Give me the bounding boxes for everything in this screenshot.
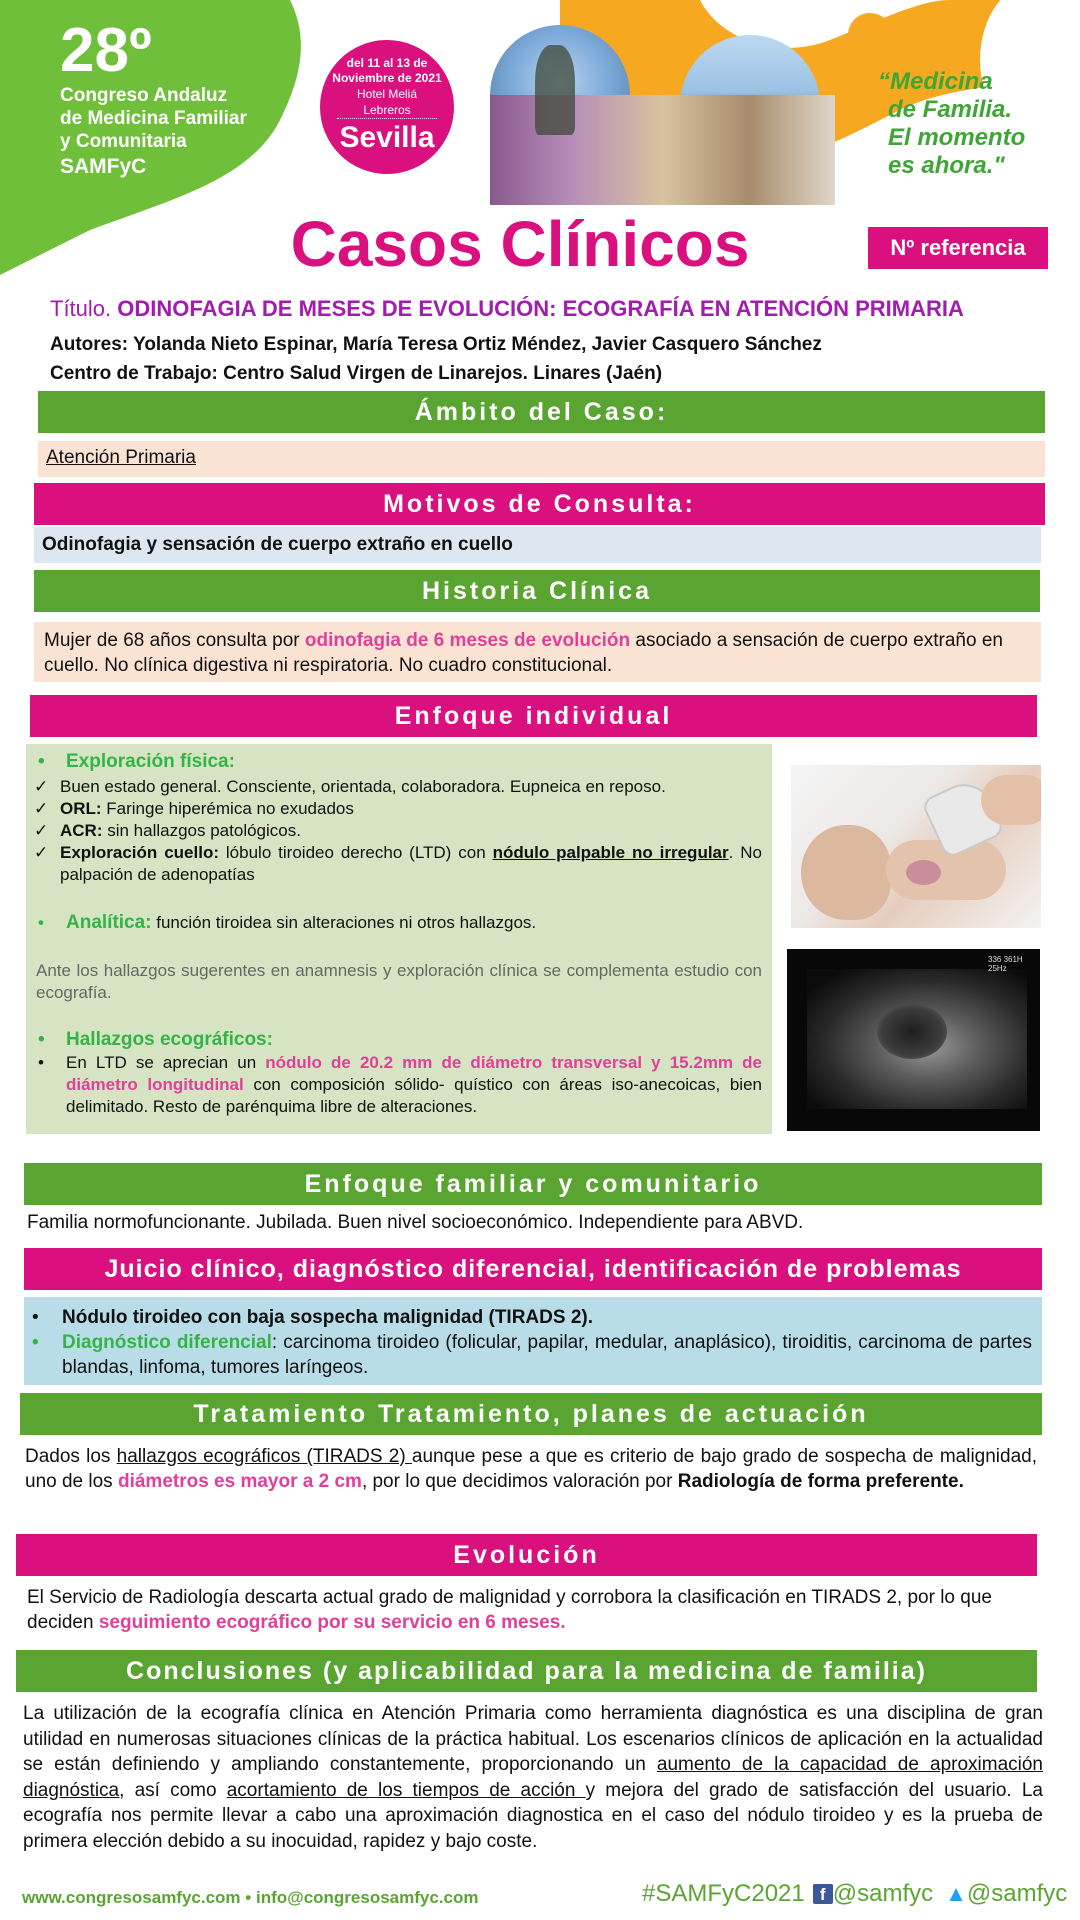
ambito-box (38, 441, 1045, 477)
exploracion-label: Exploración física: (66, 751, 235, 772)
juicio-list (32, 1305, 1032, 1380)
date-line-2: Noviembre de 2021 (332, 71, 442, 85)
slogan-line-3: El momento (888, 124, 1026, 151)
congress-line-4: SAMFyC (60, 155, 147, 178)
tratamiento-text: Dados los hallazgos ecográficos (TIRADS 2) aunque pese a que es criterio de bajo grado de sospecha de malignidad, uno de los diámetros es mayor a 2 cm, por lo que decidimos valoración por Radiología de forma preferente. (25, 1446, 1038, 1492)
slogan (878, 68, 1025, 180)
historia-text-2: asociado a sensación de cuerpo extraño en cuello. No clínica digestiva ni respiratoria. No cuadro constitucional. (44, 630, 1003, 676)
exploracion-list (30, 776, 762, 886)
exploracion-item: ✓ Buen estado general. Consciente, orientada, colaboradora. Eupneica en reposo. (30, 776, 762, 798)
enfoque-familiar-heading: Enfoque familiar y comunitario (24, 1163, 1042, 1205)
exploracion-block: • Exploración física: ✓ Buen estado general. Consciente, orientada, colaboradora. Eupneica en reposo. ✓ ORL: Faringe hiperémica no exudados ✓ ACR: sin hallazgos patológicos. ✓ Exploración cuello: lóbulo tiroideo derecho (LTD) con nódulo palpable no irregular. No palpación de adenopatías • Analítica: función tiroidea sin alteraciones ni otros hallazgos. Ante los hallazgos sugerentes en anamnesis y exploración clínica se complementa estudio con ecografía. • Hallazgos ecográficos: • En LTD se aprecian un nódulo de 20.2 mm de diámetro transversal y 15.2mm de diámetro longitudinal con composición sólido- quístico con áreas iso-anecoicas, bien delimitado. Resto de parénquima libre de alteraciones. (30, 750, 762, 1118)
footer-email-link[interactable]: info@congresosamfyc.com (255, 1888, 479, 1907)
historia-highlight: odinofagia de 6 meses de evolución (304, 630, 631, 651)
city-name: Sevilla (339, 121, 435, 154)
ultrasound-label: 336 361H 25Hz (988, 955, 1023, 973)
exploracion-item: ✓ ACR: sin hallazgos patológicos. (30, 820, 762, 842)
juicio-item: • Nódulo tiroideo con baja sospecha malignidad (TIRADS 2). (32, 1307, 593, 1328)
authors-label: Autores: (50, 334, 129, 355)
conclusiones-text: La utilización de la ecografía clínica en Atención Primaria como herramienta diagnóstica es una disciplina de gran utilidad en numerosas situaciones clínicas de la práctica habitual. Los escenarios clínicos de aplicación en la actualidad se están definiendo y ampliando constantemente, proporcionando un aumento de la capacidad de aproximación diagnóstica, así como acortamiento de los tiempos de acción y mejora del grado de satisfacción del usuario. La ecografía nos permite llevar a cabo una aproximación diagnostica en el caso del nódulo tiroideo y es la prueba de primera elección debido a su inocuidad, rapidez y bajo coste. (23, 1703, 1043, 1852)
congress-line-1: Congreso Andaluz (60, 85, 228, 106)
ultrasound-image (787, 949, 1040, 1131)
footer-contact (22, 1888, 479, 1908)
ante-text: Ante los hallazgos sugerentes en anamnesis y exploración clínica se complementa estudio con ecografía. (36, 961, 762, 1002)
tratamiento-heading: Tratamiento Tratamiento, planes de actuación (20, 1393, 1042, 1435)
analitica-item: • Analítica: función tiroidea sin alteraciones ni otros hallazgos. (38, 912, 537, 933)
motivos-text: Odinofagia y sensación de cuerpo extraño en cuello (42, 534, 513, 555)
footer-social (642, 1880, 1067, 1908)
date-badge (320, 40, 454, 174)
analitica-text: función tiroidea sin alteraciones ni otros hallazgos. (151, 913, 537, 932)
motivos-heading: Motivos de Consulta: (34, 483, 1045, 525)
exploracion-item: ✓ ORL: Faringe hiperémica no exudados (30, 798, 762, 820)
ambito-text: Atención Primaria (46, 447, 196, 468)
edition-number: 28º (60, 16, 152, 85)
work-center-label: Centro de Trabajo: (50, 363, 218, 384)
city-photo (490, 25, 835, 205)
ambito-heading: Ámbito del Caso: (38, 391, 1045, 433)
footer-web-link[interactable]: www.congresosamfyc.com (22, 1888, 241, 1907)
footer-twitter-handle[interactable]: @samfyc (966, 1880, 1068, 1907)
evolucion-heading: Evolución (16, 1534, 1037, 1576)
juicio-heading: Juicio clínico, diagnóstico diferencial, identificación de problemas (24, 1248, 1042, 1290)
footer-separator: • (240, 1888, 256, 1907)
enfoque-individual-heading: Enfoque individual (30, 695, 1037, 737)
authors (50, 333, 822, 357)
historia-text (44, 628, 1034, 678)
hallazgos-label: Hallazgos ecográficos: (66, 1029, 273, 1050)
authors-text: Yolanda Nieto Espinar, María Teresa Ortiz Méndez, Javier Casquero Sánchez (133, 334, 822, 355)
slogan-line-4: es ahora." (888, 152, 1005, 179)
congress-line-3: y Comunitaria (60, 131, 187, 152)
facebook-icon: f (813, 1884, 833, 1904)
hallazgos-text: • En LTD se aprecian un nódulo de 20.2 mm de diámetro transversal y 15.2mm de diámetro longitudinal con composición sólido- quístico con áreas iso-anecoicas, bien delimitado. Resto de parénquima libre de alteraciones. (38, 1053, 762, 1116)
venue-line: Hotel Meliá Lebreros (337, 86, 437, 119)
work-center (50, 362, 662, 386)
footer-hashtag: #SAMFyC2021 (642, 1880, 805, 1907)
slogan-line-2: de Familia. (888, 96, 1013, 123)
slogan-line-1: “Medicina (878, 68, 993, 95)
congress-line-2: de Medicina Familiar (60, 108, 247, 129)
work-center-text: Centro Salud Virgen de Linarejos. Linares (Jaén) (223, 363, 663, 384)
case-title (50, 295, 1060, 323)
case-title-text: ODINOFAGIA DE MESES DE EVOLUCIÓN: ECOGRAFÍA EN ATENCIÓN PRIMARIA (117, 296, 964, 321)
twitter-icon: ▲ (945, 1881, 967, 1906)
juicio-item: • Diagnóstico diferencial: carcinoma tiroideo (folicular, papilar, medular, anaplásico), tiroiditis, carcinoma de partes blandas, linfoma, tumores laríngeos. (32, 1332, 1032, 1378)
analitica-label: Analítica: (66, 912, 152, 933)
neck-ultrasound-photo (791, 765, 1041, 928)
historia-heading: Historia Clínica (34, 570, 1040, 612)
conclusiones-heading: Conclusiones (y aplicabilidad para la medicina de familia) (16, 1650, 1037, 1692)
footer-facebook-handle[interactable]: @samfyc (832, 1880, 934, 1907)
enfoque-familiar-text: Familia normofuncionante. Jubilada. Buen nivel socioeconómico. Independiente para ABVD. (27, 1212, 804, 1233)
date-line-1: del 11 al 13 de (346, 56, 428, 70)
reference-badge: Nº referencia (868, 227, 1048, 269)
congress-logo (60, 18, 247, 180)
historia-text-1: Mujer de 68 años consulta por (44, 630, 305, 651)
exploracion-cuello-item: ✓ Exploración cuello: lóbulo tiroideo derecho (LTD) con nódulo palpable no irregular. No palpación de adenopatías (30, 842, 762, 886)
motivos-box (34, 527, 1041, 563)
case-title-prefix: Título. (50, 296, 112, 321)
bullet-dot: • (38, 751, 45, 772)
main-title: Casos Clínicos (290, 208, 750, 280)
evolucion-text: El Servicio de Radiología descarta actual grado de malignidad y corrobora la clasificación en TIRADS 2, por lo que deciden seguimiento ecográfico por su servicio en 6 meses. (27, 1587, 992, 1633)
